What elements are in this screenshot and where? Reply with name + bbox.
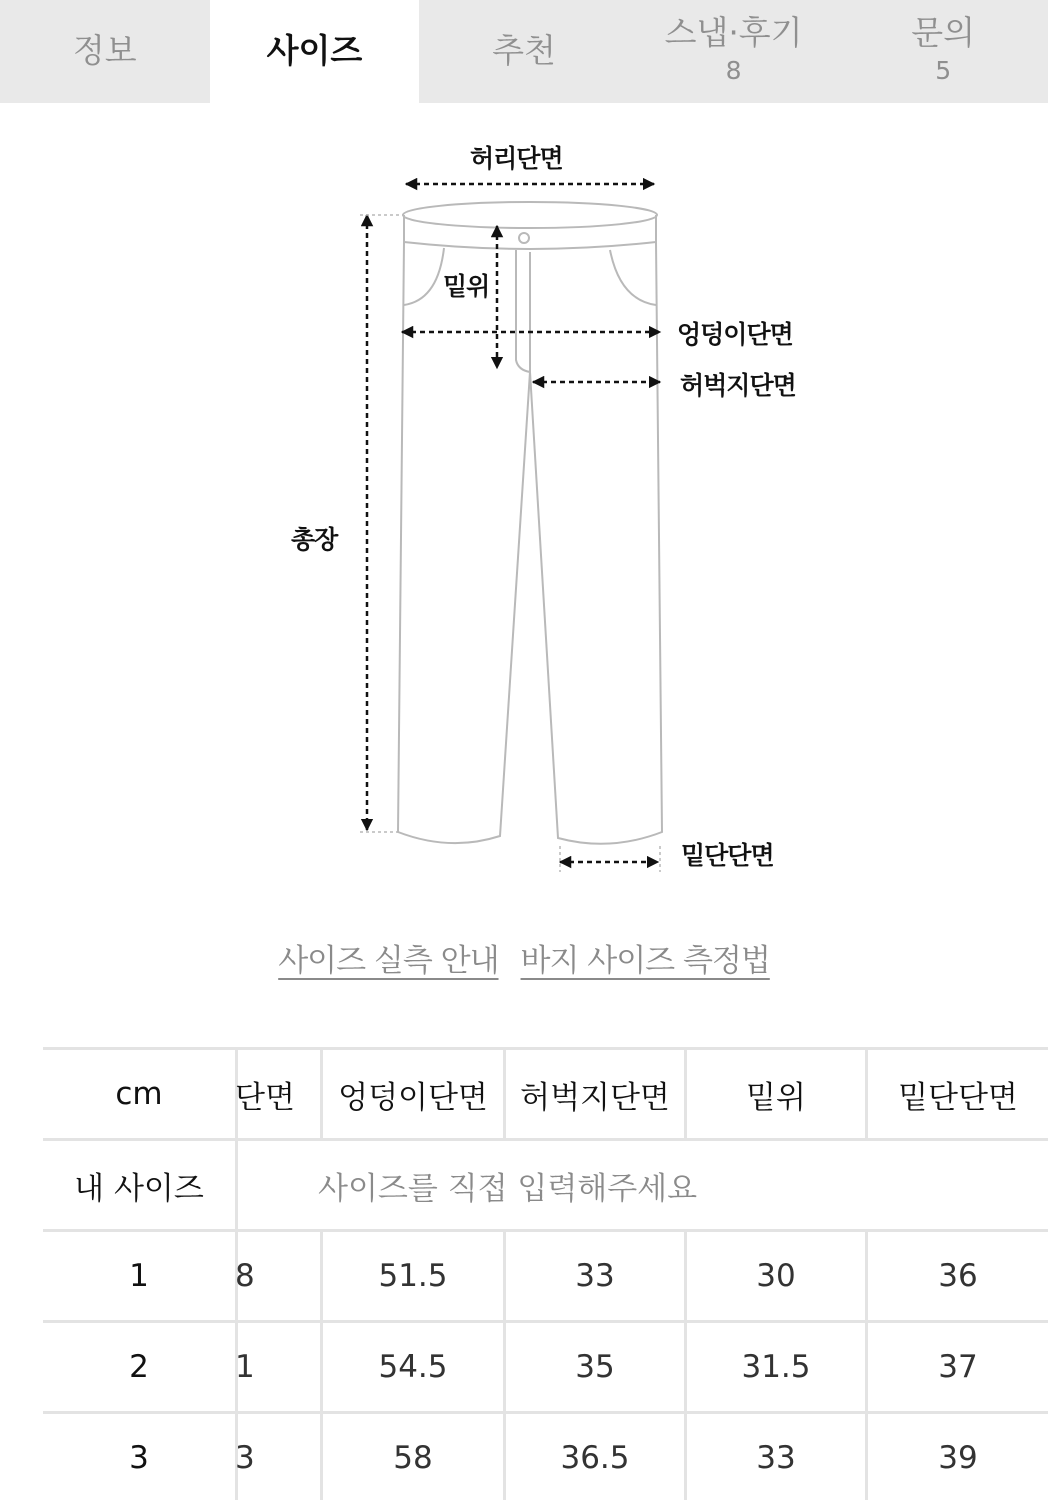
my-size-input[interactable] xyxy=(238,1141,1048,1229)
size-label: 3 xyxy=(129,1440,149,1476)
size-links xyxy=(0,935,1048,980)
tab-info[interactable] xyxy=(0,0,210,103)
table-cell: 3 xyxy=(235,1440,255,1476)
unit-header: cm xyxy=(115,1076,163,1112)
size-table xyxy=(43,1047,1048,1500)
tab-size[interactable] xyxy=(210,0,420,103)
tab-snap-review[interactable] xyxy=(629,0,839,103)
column-header: 밑단단면 xyxy=(898,1079,1018,1116)
table-cell: 33 xyxy=(575,1258,615,1294)
tab-recommend[interactable] xyxy=(419,0,629,103)
column-header: 허벅지단면 xyxy=(520,1079,670,1116)
my-size-row xyxy=(43,1138,1048,1229)
tab-inquiry-count: 5 xyxy=(935,55,952,85)
my-size-label: 내 사이즈 xyxy=(74,1170,204,1207)
tab-snap-review-count: 8 xyxy=(725,55,742,85)
column-header: 단면 xyxy=(235,1079,295,1116)
pants-illustration xyxy=(0,103,1048,923)
tab-recommend-label: 추천 xyxy=(492,31,556,71)
column-header: 엉덩이단면 xyxy=(338,1079,488,1116)
waist-label: 허리단면 xyxy=(470,144,563,173)
table-cell: 37 xyxy=(938,1349,978,1385)
table-cell: 33 xyxy=(756,1440,796,1476)
size-label: 2 xyxy=(129,1349,149,1385)
tab-snap-review-label: 스냅·후기 xyxy=(664,12,803,52)
tab-info-label: 정보 xyxy=(72,31,137,71)
table-row xyxy=(43,1320,1048,1411)
table-row xyxy=(43,1411,1048,1500)
table-cell: 8 xyxy=(235,1258,255,1294)
table-cell: 31.5 xyxy=(741,1349,811,1385)
tab-bar xyxy=(0,0,1048,103)
tab-size-label: 사이즈 xyxy=(266,31,363,71)
table-cell: 39 xyxy=(938,1440,978,1476)
table-cell: 1 xyxy=(235,1349,255,1385)
table-cell: 36 xyxy=(938,1258,978,1294)
thigh-label: 허벅지단면 xyxy=(680,371,796,400)
table-cell: 54.5 xyxy=(378,1349,448,1385)
length-label: 총장 xyxy=(291,525,338,554)
rise-label: 밑위 xyxy=(443,272,490,301)
column-header: 밑위 xyxy=(746,1079,806,1116)
table-row xyxy=(43,1229,1048,1320)
table-cell: 35 xyxy=(575,1349,615,1385)
table-cell: 36.5 xyxy=(560,1440,630,1476)
size-guide-link[interactable]: 사이즈 실측 안내 xyxy=(278,943,499,979)
tab-inquiry[interactable] xyxy=(838,0,1048,103)
table-cell: 58 xyxy=(393,1440,433,1476)
hem-label: 밑단단면 xyxy=(681,841,774,870)
table-header-row xyxy=(43,1047,1048,1138)
tab-inquiry-label: 문의 xyxy=(911,12,976,52)
table-cell: 51.5 xyxy=(378,1258,448,1294)
table-cell: 30 xyxy=(756,1258,796,1294)
size-diagram xyxy=(0,103,1048,923)
hip-label: 엉덩이단면 xyxy=(677,320,793,349)
size-label: 1 xyxy=(129,1258,149,1294)
measure-method-link[interactable]: 바지 사이즈 측정법 xyxy=(520,943,770,979)
my-size-placeholder: 사이즈를 직접 입력해주세요 xyxy=(318,1170,698,1207)
